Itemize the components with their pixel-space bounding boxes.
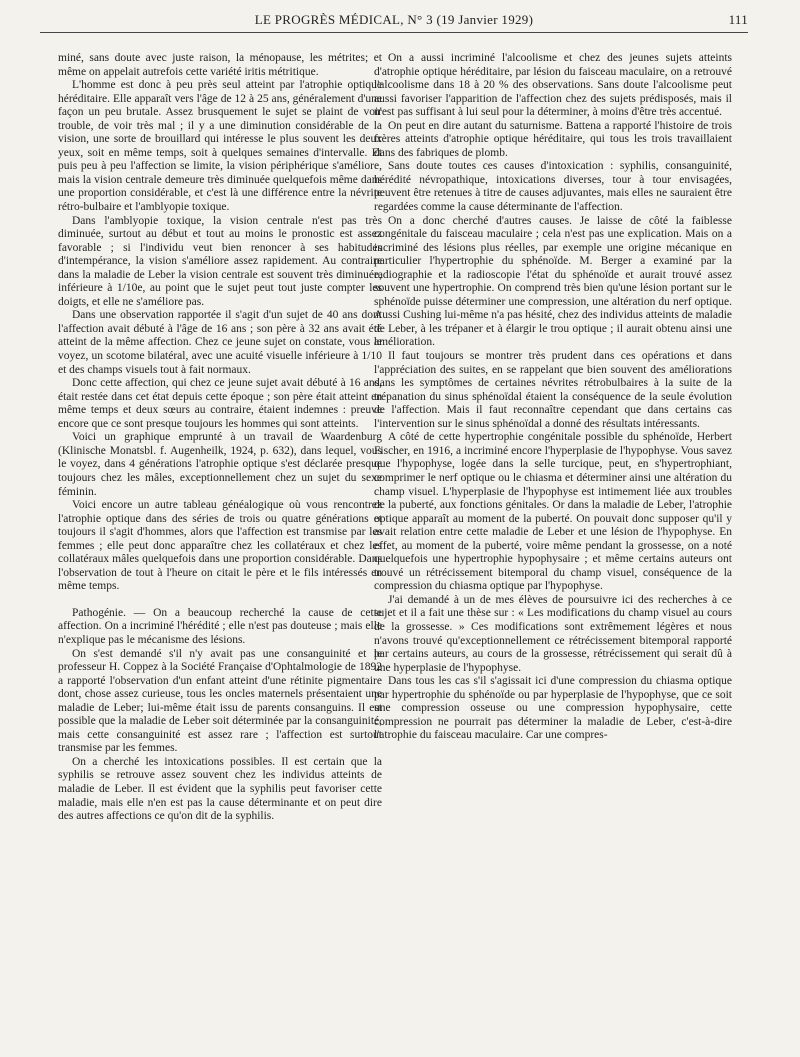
paragraph: Dans une observation rapportée il s'agit d'un sujet de 40 ans dont l'affection avait débuté à l'âge de 16 ans ; son père à 32 ans avait été atteint de la même affection. Chez ce jeune sujet on constate, vous le voyez, un scotome bilatéral, avec une acuité visuelle inférieure à 1/10 et des champs visuels tout à fait normaux.: [58, 309, 382, 376]
running-title: LE PROGRÈS MÉDICAL, N° 3 (19 Janvier 1929): [254, 12, 534, 27]
paragraph: Dans l'amblyopie toxique, la vision centrale n'est pas très diminuée, surtout au début et tout au moins le pronostic est assez favorable ; si l'individu veut bien renoncer à ses habitudes d'intempérance, la vision s'améliore assez rapidement. Au contraire dans la maladie de Leber la vision centrale est souvent très diminuée, inférieure à 1/10e, au point que le sujet peut tout juste compter les doigts, et elle ne s'améliore pas.: [58, 214, 382, 308]
paragraph: Voici encore un autre tableau généalogique où vous rencontrez l'atrophie optique dans des séries de trois ou quatre générations et toujours il s'agit d'hommes, alors que l'affection est transmise par les femmes ; elle peut donc apparaître chez les collatéraux et chez les collatéraux mâles quelquefois dans une proportion considérable. Dans l'observation de tout à l'heure on citait le père et le fils intéressés en même temps.: [58, 499, 382, 593]
paragraph: On a cherché les intoxications possibles. Il est certain que la syphilis se retrouve assez souvent chez les individus atteints de maladie de Leber. Il est évident que la syphilis peut favoriser cette maladie, mais elle n'en est pas la cause déterminante et on peut dire des autres affections ce qu'on dit de la syphilis.: [58, 755, 382, 823]
paragraph: Sans doute toutes ces causes d'intoxication : syphilis, consanguinité, hérédité névropathique, intoxications diverses, tour à tour envisagées, peuvent être retenues à titre de causes adjuvantes, mais elles ne sauraient être regardées comme la cause déterminante de l'affection.: [374, 160, 732, 214]
paragraph: Dans tous les cas s'il s'agissait ici d'une compression du chiasma optique par hypertrophie du sphénoïde ou par hyperplasie de l'hypophyse, que ce soit une compression osseuse ou une compression hypophysaire, cette compression ne pourrait pas déterminer la maladie de Leber, c'est-à-dire l'atrophie du faisceau maculaire. Car une compres-: [374, 675, 732, 742]
section-paragraph-pathogenie: Pathogénie. — On a beaucoup recherché la cause de cette affection. On a incriminé l'hérédité ; elle n'est pas douteuse ; mais elle n'explique pas le mécanisme des lésions.: [58, 606, 382, 646]
paragraph: Voici un graphique emprunté à un travail de Waardenburg (Klinische Monatsbl. f. Augenheilk, 1924, p. 632), dans lequel, vous le voyez, dans 4 générations l'atrophie optique s'est déclarée presque toujours chez les mâles, exceptionnellement chez un sujet du sexe féminin.: [58, 431, 382, 498]
left-column: [58, 52, 382, 824]
header-rule: [40, 32, 748, 33]
running-header: [40, 12, 748, 32]
paragraph: Il faut toujours se montrer très prudent dans ces opérations et dans l'appréciation des suites, en se rappelant que bien souvent des améliorations dans les symptômes de certaines névrites rétrobulbaires à la suite de la trépanation du sinus sphénoïdal étaient la conséquence de la seule évolution de l'affection. Mais il faut reconnaître cependant que dans certains cas l'intervention sur le sinus sphénoïdal a donné des résultats intéressants.: [374, 350, 732, 430]
page-number: 111: [728, 12, 748, 27]
right-column: [374, 52, 732, 743]
paragraph: On peut en dire autant du saturnisme. Battena a rapporté l'histoire de trois frères atteints d'atrophie optique héréditaire, qui tous les trois travaillaient dans des fabriques de plomb.: [374, 119, 732, 159]
paragraph: Donc cette affection, qui chez ce jeune sujet avait débuté à 16 ans, était restée dans cet état depuis cette époque ; son père était atteint en même temps et deux sœurs au contraire, étaient indemnes : preuve encore que ce sont presque toujours les hommes qui sont atteints.: [58, 377, 382, 430]
paragraph: On s'est demandé s'il n'y avait pas une consanguinité et le professeur H. Coppez à la Société Française d'Ophtalmologie de 1892 a rapporté l'observation d'un enfant atteint d'une rétinite pigmentaire dont, chose assez curieuse, tous les oncles maternels présentaient une maladie de Leber; lui-même était issu de parents consanguins. Il est possible que la maladie de Leber soit déterminée par la consanguinité, mais cette consanguinité est assez rare ; l'affection est surtout transmise par les femmes.: [58, 647, 382, 755]
paragraph: miné, sans doute avec juste raison, la ménopause, les métrites; et même on appelait autrefois cette variété iritis métritique.: [58, 52, 382, 78]
paragraph: On a donc cherché d'autres causes. Je laisse de côté la faiblesse congénitale du faisceau maculaire ; cela n'est pas une explication. Mais on a incriminé des lésions plus réelles, par exemple une origine mécanique en particulier l'hypertrophie du sphénoïde. M. Berger a examiné par la radiographie et la radioscopie l'état du sphénoïde et aurait trouvé assez souvent une hypertrophie. On comprend très bien qu'une lésion portant sur le sphénoïde puisse déterminer une compression, une altération du nerf optique. Aussi Cushing lui-même n'a pas hésité, chez des individus atteints de maladie de Leber, à les trépaner et à élargir le trou optique ; il aurait obtenu ainsi une amélioration.: [374, 214, 732, 349]
paragraph: J'ai demandé à un de mes élèves de poursuivre ici des recherches à ce sujet et il a fait une thèse sur : « Les modifications du champ visuel au cours de la grossesse. » Ces modifications sont extrêmement légères et nous n'avons trouvé qu'exceptionnellement ce rétrécissement bitemporal rapporté par certains auteurs, au cours de la grossesse, rétrécissement qui serait dû à une hyperplasie de l'hypophyse.: [374, 593, 732, 674]
paragraph: A côté de cette hypertrophie congénitale possible du sphénoïde, Herbert Fischer, en 1916, a incriminé encore l'hyperplasie de l'hypophyse. Vous savez que l'hypophyse, logée dans la selle turcique, peut, en s'hypertrophiant, comprimer le nerf optique ou le chiasma et déterminer ainsi une altération du champ visuel. L'hyperplasie de l'hypophyse est intimement liée aux troubles de la puberté, aux fonctions génitales. Or dans la maladie de Leber, l'atrophie optique apparaît au moment de la puberté. On pouvait donc supposer qu'il y avait relation entre cette maladie de Leber et une lésion de l'hypophyse. En effet, au moment de la puberté, voire même pendant la grossesse, on a noté quelquefois une hypertrophie hypophysaire ; et même certains auteurs ont trouvé un rétrécissement bitemporal du champ visuel, conséquence de la compression du chiasma optique par l'hypophyse.: [374, 431, 732, 593]
paragraph: L'homme est donc à peu près seul atteint par l'atrophie optique héréditaire. Elle apparaît vers l'âge de 12 à 25 ans, généralement d'une façon un peu brutale. Assez brusquement le sujet se plaint de voir trouble, de voir très mal ; il y a une diminution considérable de la vision, une sorte de brouillard qui intéresse le plus souvent les deux yeux, soit en même temps, soit à quelques semaines d'intervalle. Et puis peu à peu l'affection se limite, la vision périphérique s'améliore, mais la vision centrale demeure très diminuée quelquefois même dans une proportion considérable, et c'est là une différence entre la névrite rétro-bulbaire et l'amblyopie toxique.: [58, 79, 382, 214]
paragraph: On a aussi incriminé l'alcoolisme et chez des jeunes sujets atteints d'atrophie optique héréditaire, par lésion du faisceau maculaire, on a retrouvé l'alcoolisme dans 18 à 20 % des observations. Sans doute l'alcoolisme peut aussi favoriser l'apparition de l'affection chez des sujets prédisposés, mais il n'est pas suffisant à lui seul pour la déterminer, à moins d'être très accentué.: [374, 52, 732, 119]
